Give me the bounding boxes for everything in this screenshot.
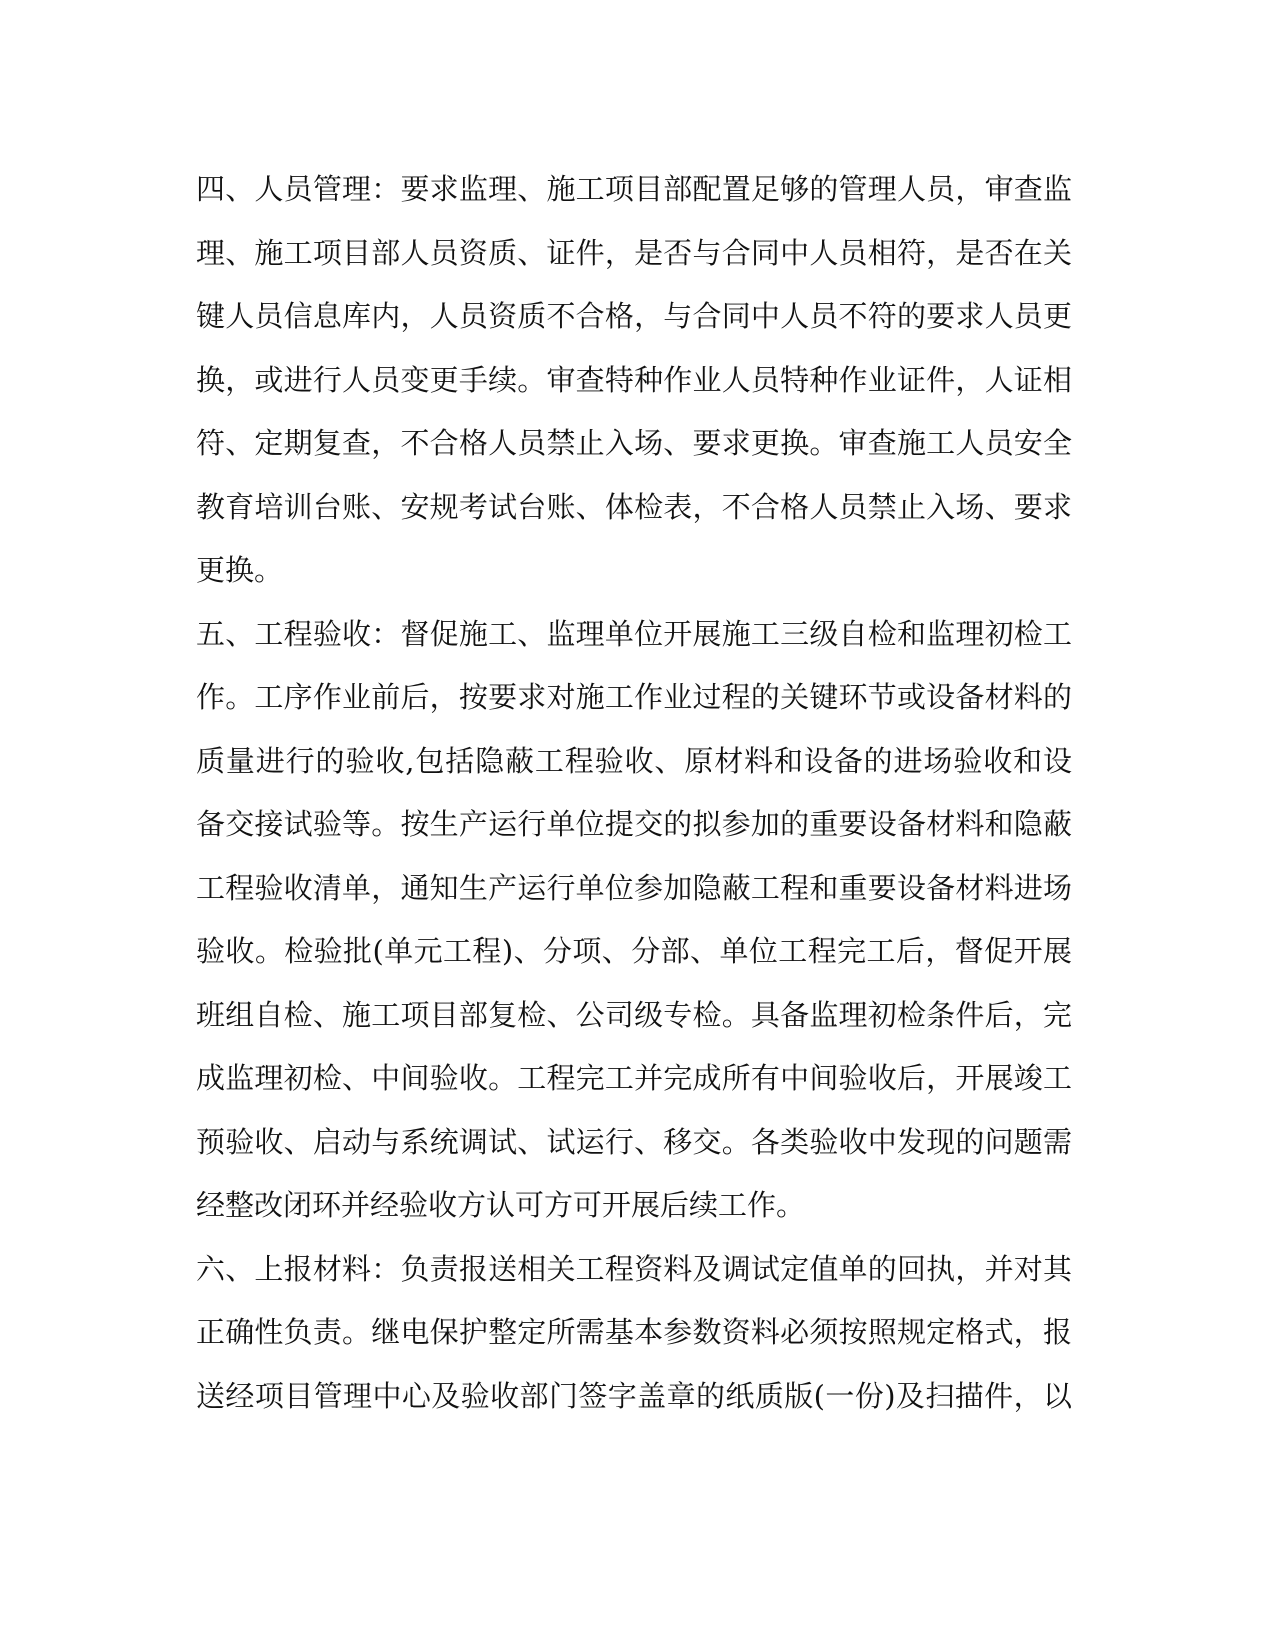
- paragraph-line: 换，或进行人员变更手续。审查特种作业人员特种作业证件，人证相: [196, 362, 1072, 397]
- paragraph-line: 班组自检、施工项目部复检、公司级专检。具备监理初检条件后，完: [196, 997, 1072, 1032]
- paragraph-line: 更换。: [196, 553, 284, 587]
- paragraph-line: 质量进行的验收,包括隐蔽工程验收、原材料和设备的进场验收和设: [196, 743, 1072, 778]
- paragraph-line: 符、定期复查，不合格人员禁止入场、要求更换。审查施工人员安全: [196, 426, 1072, 460]
- section-personnel: [196, 158, 1072, 603]
- paragraph-line: 作。工序作业前后，按要求对施工作业过程的关键环节或设备材料的: [196, 680, 1072, 714]
- paragraph-line: 备交接试验等。按生产运行单位提交的拟参加的重要设备材料和隐蔽: [196, 807, 1072, 841]
- document-body: [196, 158, 1072, 1428]
- paragraph-line: 送经项目管理中心及验收部门签字盖章的纸质版(一份)及扫描件，以: [196, 1378, 1072, 1413]
- paragraph-line: 理、施工项目部人员资质、证件，是否与合同中人员相符，是否在关: [196, 235, 1072, 270]
- paragraph-line: 正确性负责。继电保护整定所需基本参数资料必须按照规定格式，报: [196, 1315, 1072, 1349]
- paragraph-line: 预验收、启动与系统调试、试运行、移交。各类验收中发现的问题需: [196, 1124, 1072, 1159]
- section-reporting: [196, 1238, 1072, 1429]
- paragraph-line: 键人员信息库内，人员资质不合格，与合同中人员不符的要求人员更: [196, 299, 1072, 333]
- paragraph-line: 验收。检验批(单元工程)、分项、分部、单位工程完工后，督促开展: [196, 934, 1072, 968]
- paragraph-line: 五、工程验收：督促施工、监理单位开展施工三级自检和监理初检工: [196, 616, 1072, 651]
- paragraph-line: 工程验收清单，通知生产运行单位参加隐蔽工程和重要设备材料进场: [196, 870, 1072, 905]
- paragraph-line: 教育培训台账、安规考试台账、体检表，不合格人员禁止入场、要求: [196, 489, 1072, 524]
- paragraph-line: 经整改闭环并经验收方认可方可开展后续工作。: [196, 1188, 806, 1222]
- paragraph-line: 六、上报材料：负责报送相关工程资料及调试定值单的回执，并对其: [196, 1251, 1072, 1286]
- section-acceptance: [196, 603, 1072, 1238]
- paragraph-line: 四、人员管理：要求监理、施工项目部配置足够的管理人员，审查监: [196, 172, 1072, 206]
- paragraph-line: 成监理初检、中间验收。工程完工并完成所有中间验收后，开展竣工: [196, 1061, 1072, 1095]
